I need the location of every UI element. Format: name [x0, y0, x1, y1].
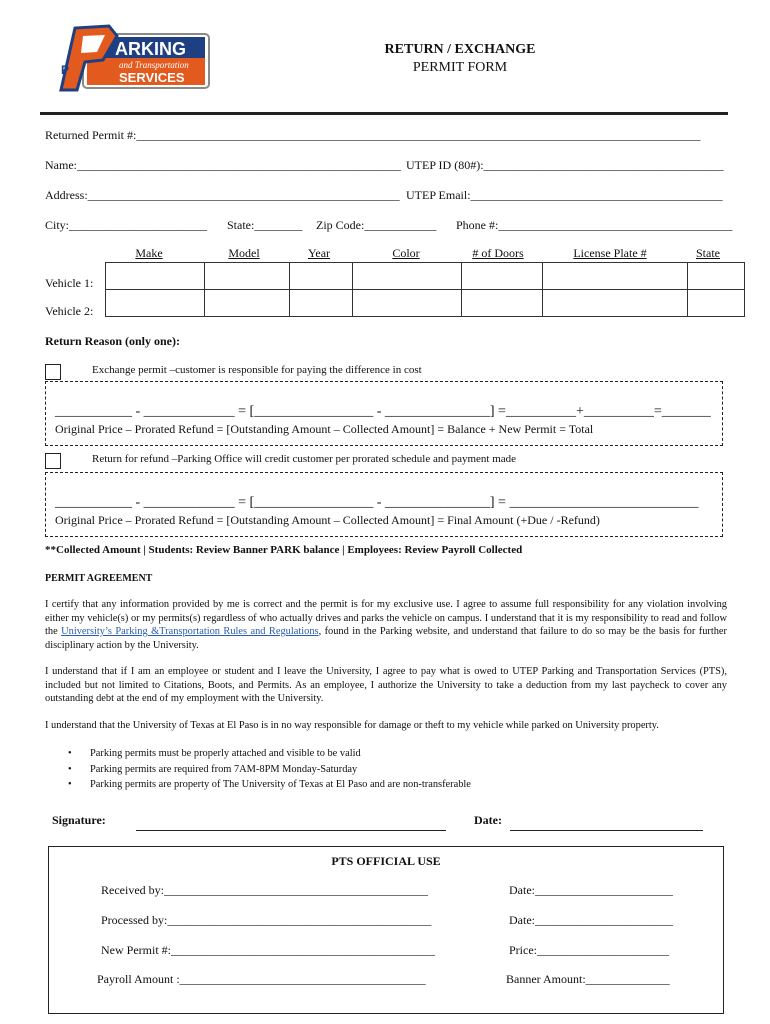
processed-date-field[interactable]: Date:_______________________ — [509, 913, 673, 927]
vehicle-2-plate-cell[interactable] — [543, 290, 688, 317]
col-color: Color — [392, 246, 420, 260]
exchange-label: Exchange permit –customer is responsible for paying the difference in cost — [92, 364, 422, 376]
utep-email-field[interactable]: UTEP Email:__________________________________________ — [406, 188, 723, 202]
rules-regulations-link[interactable]: University’s Parking &Transportation Rules and Regulations — [61, 626, 319, 637]
agreement-paragraph-3: I understand that the University of Texas at El Paso is in no way responsible for damage or theft to my vehicle while parked on University property. — [45, 720, 659, 731]
pts-official-use-box — [48, 846, 724, 1014]
refund-checkbox[interactable] — [45, 453, 61, 469]
logo-line2: and Transportation — [119, 60, 189, 70]
new-permit-field[interactable]: New Permit #:____________________________________________ — [101, 943, 435, 957]
address-field[interactable]: Address:____________________________________________________ — [45, 188, 400, 202]
agreement-p1-text-end: , found in the Parking website, and understand that failure to do so may be the basis for further disciplinary action by the University. — [45, 626, 728, 651]
col-state: State — [696, 246, 720, 260]
date-label: Date: — [474, 813, 502, 827]
vehicle-1-doors-cell[interactable] — [462, 263, 543, 290]
agreement-paragraph-2: I understand that if I am an employee or student and I leave the University, I agree to pay what is owed to UTEP Parking and Transportation Services (PTS), included but not limited to Citations, Boots, and Permits. As an employee, I authorize the University to take a deduction from my last paycheck to cover any outstanding debt at the end of my employment with the University. — [45, 666, 727, 704]
return-reason-heading: Return Reason (only one): — [45, 334, 180, 348]
signature-label: Signature: — [52, 813, 106, 827]
vehicle-2-model-cell[interactable] — [205, 290, 290, 317]
vehicle-2-make-cell[interactable] — [106, 290, 205, 317]
payroll-amount-field[interactable]: Payroll Amount :_________________________________________ — [97, 972, 426, 986]
state-field[interactable]: State:________ — [227, 218, 303, 232]
exchange-blanks[interactable]: ___________ - _____________ = [_________________ - _______________] =__________+__________=_______ — [55, 404, 711, 419]
form-title: RETURN / EXCHANGE — [384, 42, 536, 57]
pts-official-heading: PTS OFFICIAL USE — [331, 854, 441, 868]
name-field[interactable]: Name:______________________________________________________ — [45, 158, 401, 172]
logo-line3: SERVICES — [119, 70, 185, 85]
processed-by-field[interactable]: Processed by:____________________________________________ — [101, 913, 432, 927]
agreement-heading: PERMIT AGREEMENT — [45, 573, 153, 584]
vehicle-1-state-cell[interactable] — [688, 263, 745, 290]
received-date-field[interactable]: Date:_______________________ — [509, 883, 673, 897]
date-line[interactable] — [510, 830, 703, 831]
list-item: • Parking permits are property of The University of Texas at El Paso and are non-transferable — [68, 777, 471, 793]
col-make: Make — [135, 246, 163, 260]
banner-amount-field[interactable]: Banner Amount:______________ — [506, 972, 670, 986]
city-field[interactable]: City:_______________________ — [45, 218, 208, 232]
vehicle-2-label: Vehicle 2: — [45, 304, 94, 318]
col-doors: # of Doors — [472, 246, 524, 260]
parking-services-logo — [57, 24, 211, 94]
exchange-formula: Original Price – Prorated Refund = [Outstanding Amount – Collected Amount] = Balance + New Permit = Total — [55, 422, 594, 436]
refund-label: Return for refund –Parking Office will credit customer per prorated schedule and payment made — [92, 453, 517, 465]
agreement-paragraph-1 — [45, 598, 727, 652]
signature-line[interactable] — [136, 830, 446, 831]
phone-field[interactable]: Phone #:_______________________________________ — [456, 218, 733, 232]
col-year: Year — [307, 246, 331, 260]
list-item: • Parking permits must be properly attached and visible to be valid — [68, 746, 471, 762]
utep-id-field[interactable]: UTEP ID (80#):________________________________________ — [406, 158, 724, 172]
vehicle-2-state-cell[interactable] — [688, 290, 745, 317]
zip-field[interactable]: Zip Code:____________ — [316, 218, 437, 232]
table-row — [106, 263, 745, 290]
vehicle-1-make-cell[interactable] — [106, 263, 205, 290]
returned-permit-field[interactable]: Returned Permit #:______________________________________________________________________________________________ — [45, 128, 701, 142]
received-by-field[interactable]: Received by:____________________________________________ — [101, 883, 428, 897]
form-subtitle: PERMIT FORM — [412, 60, 508, 75]
col-license-plate: License Plate # — [573, 246, 647, 260]
vehicle-1-model-cell[interactable] — [205, 263, 290, 290]
list-item: • Parking permits are required from 7AM-8PM Monday-Saturday — [68, 762, 471, 778]
agreement-p1-text: I certify that any information provided by me is correct and the permit is for my exclusive use. I agree to assume full responsibility for any violation involving either my vehicle(s) or my permits(s) regardless of who actually drives and parks the vehicle on campus. I understand that it is my responsibility to read and follow the — [45, 599, 727, 637]
logo-letter: P — [61, 63, 70, 77]
vehicle-1-plate-cell[interactable] — [543, 263, 688, 290]
vehicle-1-color-cell[interactable] — [353, 263, 462, 290]
vehicle-1-label: Vehicle 1: — [45, 276, 94, 290]
refund-blanks[interactable]: ___________ - _____________ = [_________________ - _______________] = ___________________________ — [55, 495, 699, 510]
header-divider — [40, 112, 728, 115]
vehicle-2-year-cell[interactable] — [290, 290, 353, 317]
exchange-checkbox[interactable] — [45, 364, 61, 380]
refund-formula: Original Price – Prorated Refund = [Outstanding Amount – Collected Amount] = Final Amount (+Due / -Refund) — [55, 513, 600, 527]
vehicle-1-year-cell[interactable] — [290, 263, 353, 290]
vehicle-2-doors-cell[interactable] — [462, 290, 543, 317]
table-row — [106, 290, 745, 317]
logo-graphic — [57, 24, 211, 94]
price-field[interactable]: Price:______________________ — [509, 943, 669, 957]
logo-line1: ARKING — [115, 39, 186, 59]
permit-rules-list — [68, 746, 471, 793]
col-model: Model — [228, 246, 260, 260]
collected-amount-note: **Collected Amount | Students: Review Banner PARK balance | Employees: Review Payroll Collected — [45, 544, 523, 556]
vehicle-table — [105, 262, 745, 317]
vehicle-2-color-cell[interactable] — [353, 290, 462, 317]
